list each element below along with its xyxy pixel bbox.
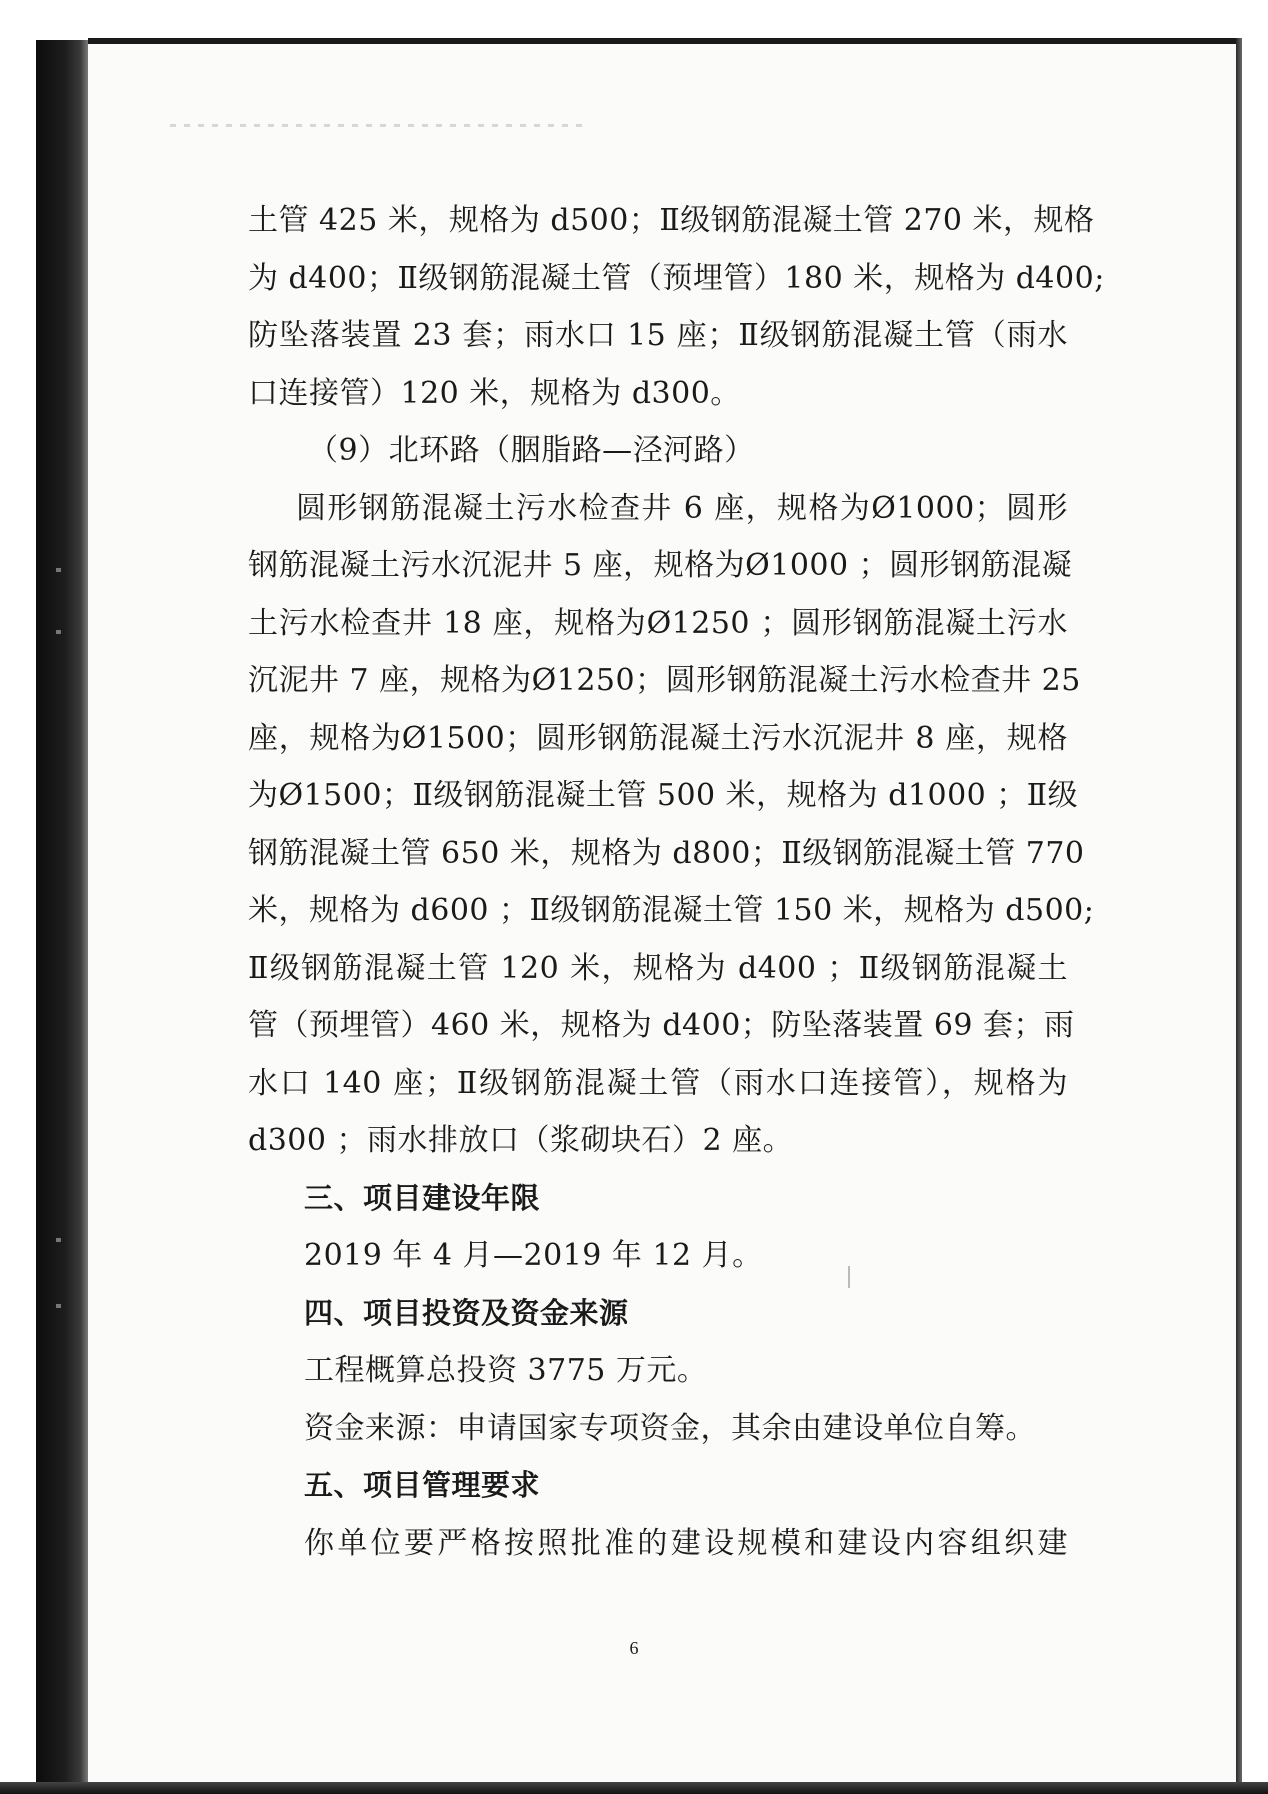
body-line: 资金来源：申请国家专项资金，其余由建设单位自筹。 xyxy=(304,1410,1036,1446)
body-line: 你单位要严格按照批准的建设规模和建设内容组织建 xyxy=(304,1525,1068,1561)
document-body xyxy=(248,192,1105,1572)
binding-hole-mark xyxy=(56,1304,61,1308)
body-line: Ⅱ级钢筋混凝土管 120 米，规格为 d400 ；Ⅱ级钢筋混凝土 xyxy=(248,950,1068,986)
page-number: 6 xyxy=(629,1638,639,1658)
section-heading: 三、项目建设年限 xyxy=(304,1180,541,1215)
body-line: 沉泥井 7 座，规格为Ø1250；圆形钢筋混凝土污水检查井 25 xyxy=(248,663,1081,698)
section-subheading: （9）北环路（胭脂路—泾河路） xyxy=(308,433,755,468)
body-line: 工程概算总投资 3775 万元。 xyxy=(304,1353,708,1388)
section-heading: 五、项目管理要求 xyxy=(304,1468,541,1502)
body-line: 座，规格为Ø1500；圆形钢筋混凝土污水沉泥井 8 座，规格 xyxy=(248,720,1068,756)
body-line: 圆形钢筋混凝土污水检查井 6 座，规格为Ø1000；圆形 xyxy=(296,490,1068,526)
body-line: 土污水检查井 18 座，规格为Ø1250 ；圆形钢筋混凝土污水 xyxy=(248,605,1068,641)
scan-border-bottom xyxy=(0,1782,1268,1794)
binding-hole-mark xyxy=(56,568,61,572)
body-line: 米，规格为 d600 ；Ⅱ级钢筋混凝土管 150 米，规格为 d500; xyxy=(248,893,1095,928)
body-line: 2019 年 4 月—2019 年 12 月。 xyxy=(304,1238,763,1273)
body-line: 钢筋混凝土污水沉泥井 5 座，规格为Ø1000 ；圆形钢筋混凝 xyxy=(248,548,1073,583)
body-line: 土管 425 米，规格为 d500；Ⅱ级钢筋混凝土管 270 米，规格 xyxy=(248,203,1095,238)
body-line: d300 ；雨水排放口（浆砌块石）2 座。 xyxy=(248,1123,794,1158)
section-heading: 四、项目投资及资金来源 xyxy=(304,1295,629,1330)
binding-hole-mark xyxy=(56,1238,61,1242)
binding-hole-mark xyxy=(56,630,61,634)
body-line: 水口 140 座；Ⅱ级钢筋混凝土管（雨水口连接管），规格为 xyxy=(248,1065,1068,1101)
body-line: 为Ø1500；Ⅱ级钢筋混凝土管 500 米，规格为 d1000 ；Ⅱ级 xyxy=(248,778,1079,813)
scan-noise xyxy=(170,124,590,127)
body-line: 防坠落装置 23 套；雨水口 15 座；Ⅱ级钢筋混凝土管（雨水 xyxy=(248,318,1068,353)
scan-border-left xyxy=(36,40,88,1785)
body-line: 为 d400；Ⅱ级钢筋混凝土管（预埋管）180 米，规格为 d400; xyxy=(248,260,1105,296)
body-line: 钢筋混凝土管 650 米，规格为 d800；Ⅱ级钢筋混凝土管 770 xyxy=(248,835,1085,871)
body-line: 口连接管）120 米，规格为 d300。 xyxy=(248,375,741,411)
body-line: 管（预埋管）460 米，规格为 d400；防坠落装置 69 套；雨 xyxy=(248,1008,1075,1043)
scan-border-right xyxy=(1236,38,1242,1788)
